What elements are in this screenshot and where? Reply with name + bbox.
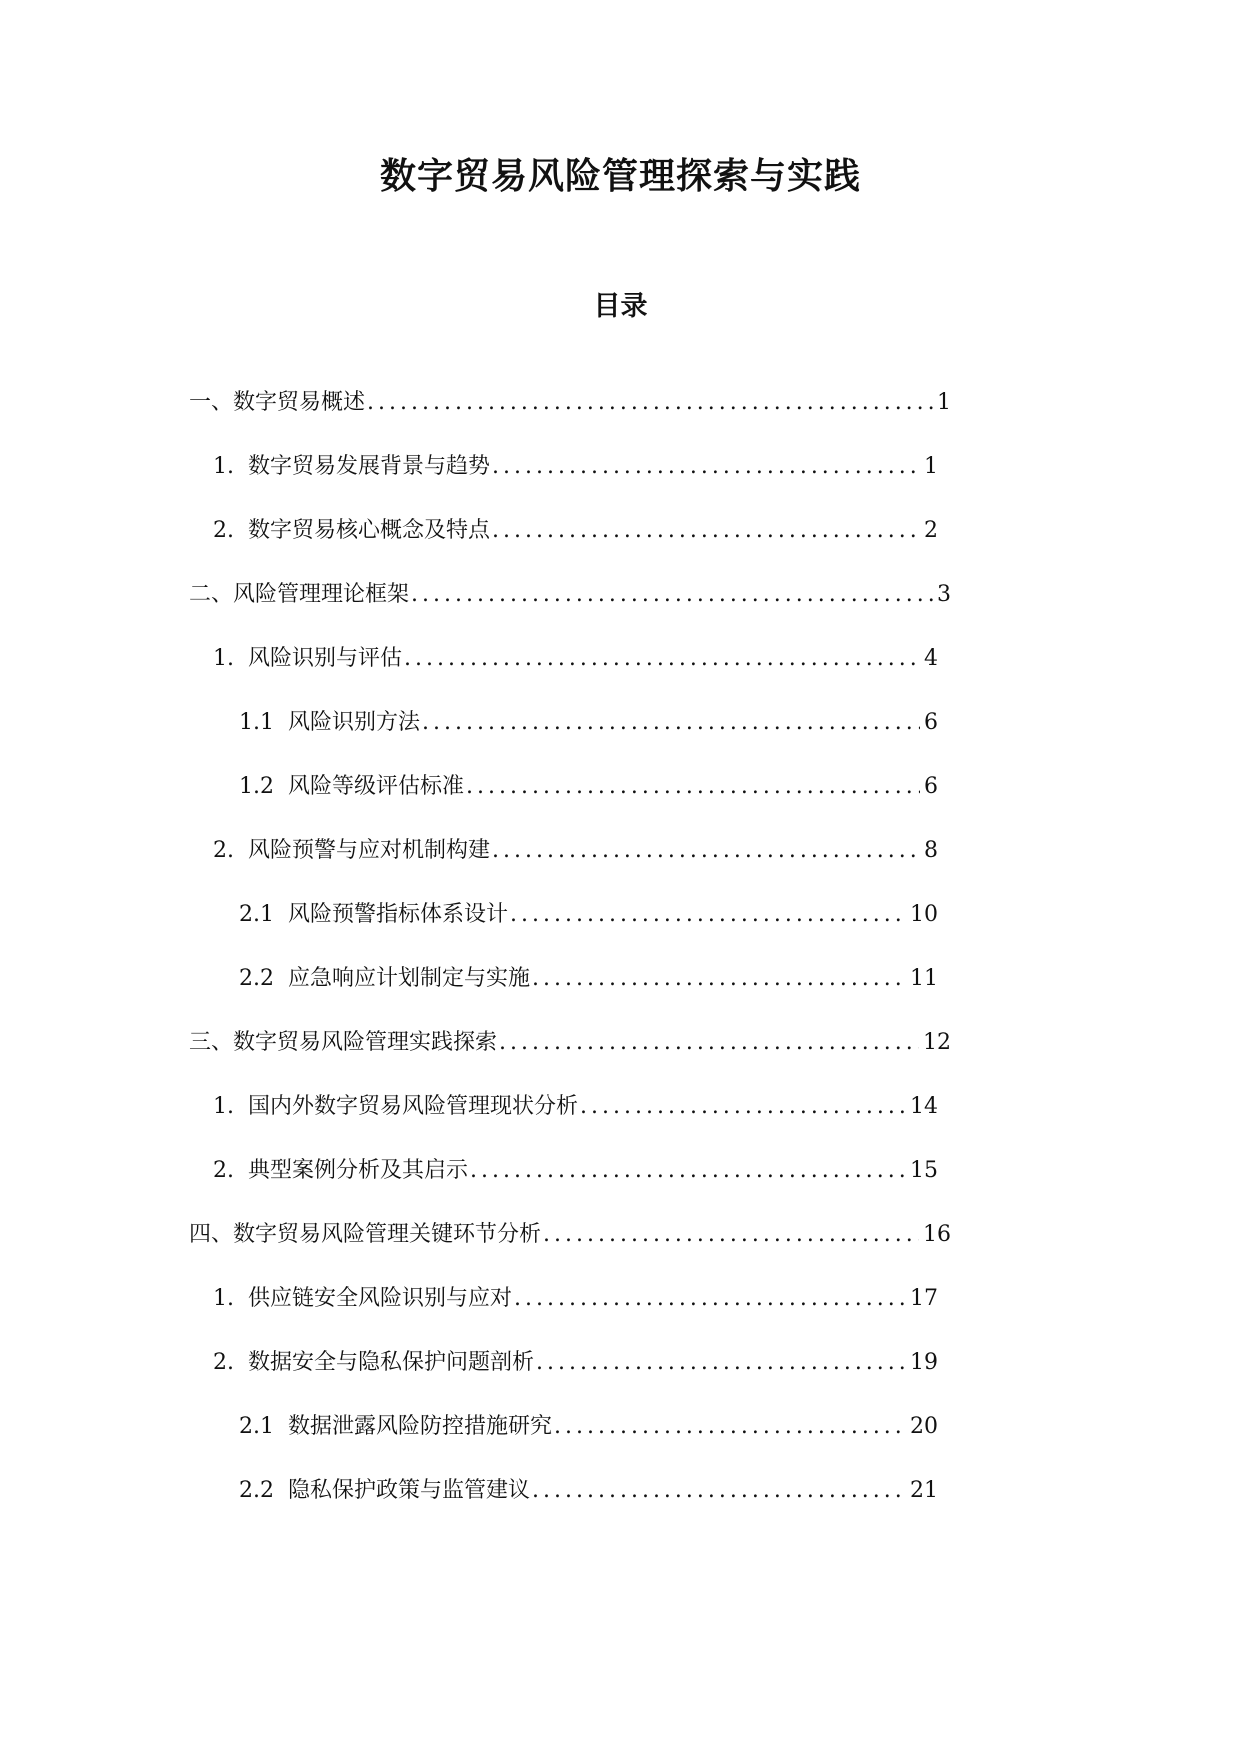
toc-dot-leader <box>492 450 920 484</box>
toc-page-number: 20 <box>910 1414 938 1439</box>
toc-entry-number: 2.2 <box>239 966 274 991</box>
toc-dot-leader <box>580 1090 906 1124</box>
toc-entry-label: 数字贸易核心概念及特点 <box>248 518 491 543</box>
toc-page-number: 15 <box>910 1158 938 1183</box>
toc-entry[interactable] <box>189 1026 951 1060</box>
toc-entry[interactable] <box>239 898 938 932</box>
toc-entry[interactable] <box>213 834 938 868</box>
toc-page-number: 16 <box>923 1222 951 1247</box>
toc-page-number: 2 <box>924 518 938 543</box>
toc-page-number: 1 <box>924 454 938 479</box>
toc-entry-number: 1. <box>213 454 234 479</box>
toc-entry-number: 2.1 <box>239 902 274 927</box>
toc-page-number: 12 <box>923 1030 951 1055</box>
toc-entry-number: 1. <box>213 1094 234 1119</box>
toc-entry-number: 1. <box>213 1286 234 1311</box>
toc-dot-leader <box>422 706 920 740</box>
toc-page-number: 11 <box>910 966 938 991</box>
toc-entry[interactable] <box>239 962 938 996</box>
toc-dot-leader <box>536 1346 906 1380</box>
toc-entry[interactable] <box>189 578 951 612</box>
toc-dot-leader <box>499 1026 919 1060</box>
toc-dot-leader <box>532 962 906 996</box>
toc-entry-label: 典型案例分析及其启示 <box>248 1158 469 1183</box>
toc-entry-number: 2. <box>213 1158 234 1183</box>
toc-entry[interactable] <box>239 1474 938 1508</box>
toc-entry-label: 二、风险管理理论框架 <box>189 582 410 607</box>
toc-page-number: 8 <box>924 838 938 863</box>
toc-dot-leader <box>514 1282 906 1316</box>
toc-dot-leader <box>367 386 933 420</box>
toc-heading: 目录 <box>593 291 648 322</box>
toc-entry-number: 1.1 <box>239 710 274 735</box>
toc-entry-label: 风险识别方法 <box>288 710 421 735</box>
toc-entry[interactable] <box>213 1282 938 1316</box>
toc-page-number: 17 <box>910 1286 938 1311</box>
toc-entry[interactable] <box>239 1410 938 1444</box>
toc-entry-number: 2. <box>213 518 234 543</box>
toc-entry[interactable] <box>213 1090 938 1124</box>
toc-entry[interactable] <box>239 706 938 740</box>
toc-dot-leader <box>470 1154 906 1188</box>
toc-dot-leader <box>466 770 920 804</box>
toc-dot-leader <box>510 898 906 932</box>
toc-page-number: 1 <box>937 390 951 415</box>
toc-dot-leader <box>543 1218 919 1252</box>
toc-entry-number: 2.2 <box>239 1478 274 1503</box>
toc-page-number: 3 <box>937 582 951 607</box>
toc-entry-label: 风险识别与评估 <box>248 646 403 671</box>
toc-entry[interactable] <box>239 770 938 804</box>
toc-entry-label: 数据泄露风险防控措施研究 <box>288 1414 553 1439</box>
toc-page-number: 10 <box>910 902 938 927</box>
toc-entry[interactable] <box>213 1346 938 1380</box>
document-title: 数字贸易风险管理探索与实践 <box>379 155 861 197</box>
toc-entry-number: 1.2 <box>239 774 274 799</box>
toc-entry-label: 应急响应计划制定与实施 <box>288 966 531 991</box>
toc-entry-label: 风险预警与应对机制构建 <box>248 838 491 863</box>
toc-entry-label: 四、数字贸易风险管理关键环节分析 <box>189 1222 542 1247</box>
toc-entry-number: 2. <box>213 1350 234 1375</box>
toc-dot-leader <box>532 1474 906 1508</box>
toc-entry[interactable] <box>189 386 951 420</box>
toc-page-number: 6 <box>924 710 938 735</box>
toc-dot-leader <box>554 1410 906 1444</box>
toc-entry[interactable] <box>213 1154 938 1188</box>
toc-entry-label: 数字贸易发展背景与趋势 <box>248 454 491 479</box>
toc-page-number: 4 <box>924 646 938 671</box>
toc-entry-label: 风险预警指标体系设计 <box>288 902 509 927</box>
toc-entry[interactable] <box>213 642 938 676</box>
toc-entry-label: 风险等级评估标准 <box>288 774 465 799</box>
toc-page-number: 19 <box>910 1350 938 1375</box>
toc-entry[interactable] <box>213 514 938 548</box>
toc-dot-leader <box>404 642 920 676</box>
toc-entry-label: 一、数字贸易概述 <box>189 390 366 415</box>
toc-dot-leader <box>411 578 933 612</box>
toc-page-number: 6 <box>924 774 938 799</box>
toc-dot-leader <box>492 514 920 548</box>
toc-entry-number: 2.1 <box>239 1414 274 1439</box>
toc-entry-label: 供应链安全风险识别与应对 <box>248 1286 513 1311</box>
toc-entry-number: 2. <box>213 838 234 863</box>
toc-entry-number: 1. <box>213 646 234 671</box>
toc-entry[interactable] <box>189 1218 951 1252</box>
toc-entry-label: 数据安全与隐私保护问题剖析 <box>248 1350 535 1375</box>
toc-page-number: 14 <box>910 1094 938 1119</box>
toc-dot-leader <box>492 834 920 868</box>
toc-entry-label: 国内外数字贸易风险管理现状分析 <box>248 1094 579 1119</box>
toc-page-number: 21 <box>910 1478 938 1503</box>
toc-entry-label: 隐私保护政策与监管建议 <box>288 1478 531 1503</box>
toc-entry-label: 三、数字贸易风险管理实践探索 <box>189 1030 498 1055</box>
toc-entry[interactable] <box>213 450 938 484</box>
